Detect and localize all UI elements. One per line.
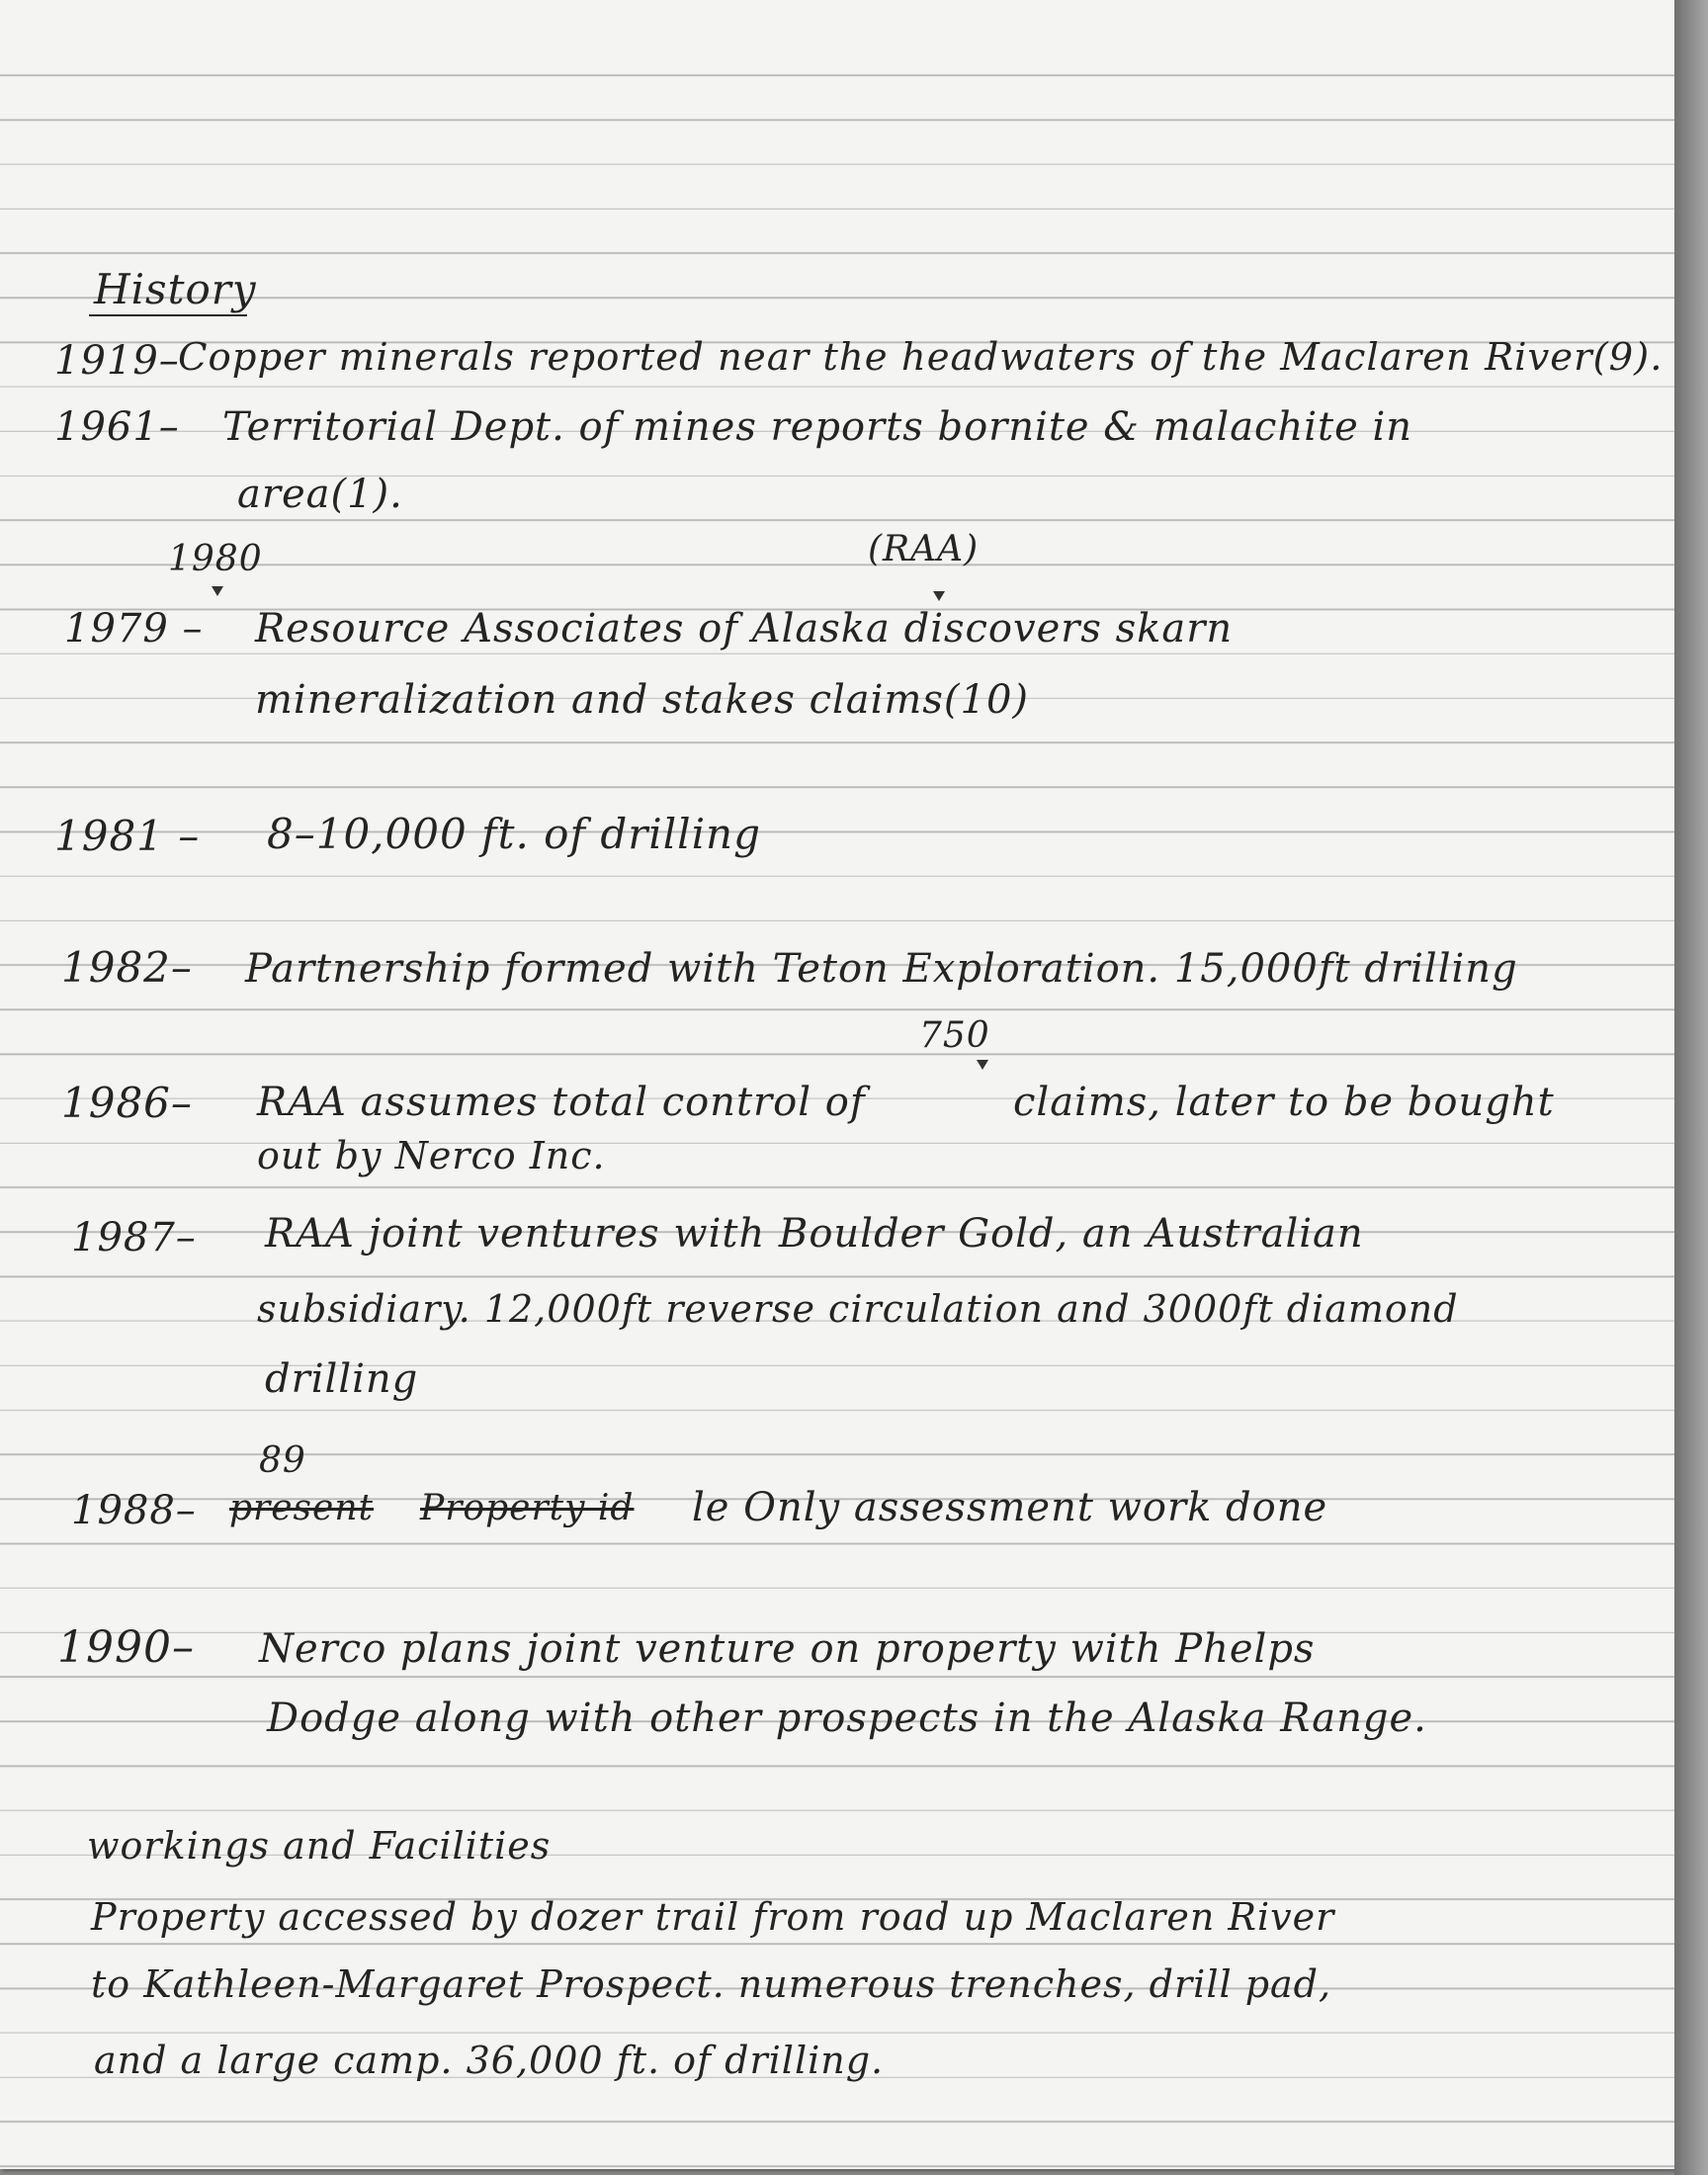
entry-1986-year: 1986– [61,1079,193,1127]
workings-line3: and a large camp. 36,000 ft. of drilling. [94,2039,885,2082]
entry-1982-year: 1982– [61,943,193,992]
history-heading: History [94,265,257,313]
entry-1986-line1a: RAA assumes total control of [257,1080,866,1125]
workings-heading: workings and Facilities [87,1824,552,1868]
entry-1988-text: le Only assessment work done [692,1485,1328,1530]
entry-1982-text: Partnership formed with Teton Exploration. 15,000ft drilling [245,946,1518,992]
entry-1987-line1: RAA joint ventures with Boulder Gold, an Australian [265,1211,1364,1257]
entry-1990-year: 1990– [57,1622,195,1673]
entry-1990-line2: Dodge along with other prospects in the Alaska Range. [267,1696,1427,1741]
entry-1979-abbr-insert: (RAA) [868,529,980,569]
history-heading-underline [89,314,247,316]
entry-1981-year: 1981 – [54,812,201,860]
workings-line1: Property accessed by dozer trail from road up Maclaren River [91,1895,1335,1939]
entry-1986-line2: out by Nerco Inc. [257,1134,606,1177]
entry-1987-line3: drilling [265,1356,419,1402]
entry-1990-line1: Nerco plans joint venture on property with Phelps [259,1626,1316,1672]
entry-1919-year: 1919– [54,338,180,384]
entry-1979-year-correction: 1980 [168,539,263,579]
entry-1986-insert: 750 [919,1015,990,1056]
entry-1988-year-correction: 89 [259,1440,306,1481]
entry-1919-text: Copper minerals reported near the headwaters of the Maclaren River(9). [178,335,1664,380]
workings-line2: to Kathleen-Margaret Prospect. numerous trenches, drill pad, [91,1962,1332,2006]
entry-1979-line2: mineralization and stakes claims(10) [255,677,1029,723]
entry-1979-line1: Resource Associates of Alaska discovers skarn [255,606,1234,652]
entry-1961-year: 1961– [54,404,180,450]
insertion-caret-icon [933,591,945,601]
entry-1979-year: 1979 – [64,606,204,652]
entry-1961-line2: area(1). [237,472,403,517]
entry-1988-struck-property: Property id [420,1488,635,1528]
entry-1988-struck-present: present [229,1488,374,1528]
insertion-caret-icon [977,1060,988,1070]
page-edge-shadow [1674,0,1708,2175]
entry-1988-year: 1988– [71,1488,197,1533]
entry-1981-text: 8–10,000 ft. of drilling [267,810,761,858]
insertion-caret-icon [212,586,223,596]
entry-1987-line2: subsidiary. 12,000ft reverse circulation and 3000ft diamond [257,1287,1459,1331]
entry-1987-year: 1987– [71,1215,197,1261]
entry-1961-line1: Territorial Dept. of mines reports bornite & malachite in [222,404,1413,450]
entry-1986-line1b: claims, later to be bought [1013,1080,1555,1125]
